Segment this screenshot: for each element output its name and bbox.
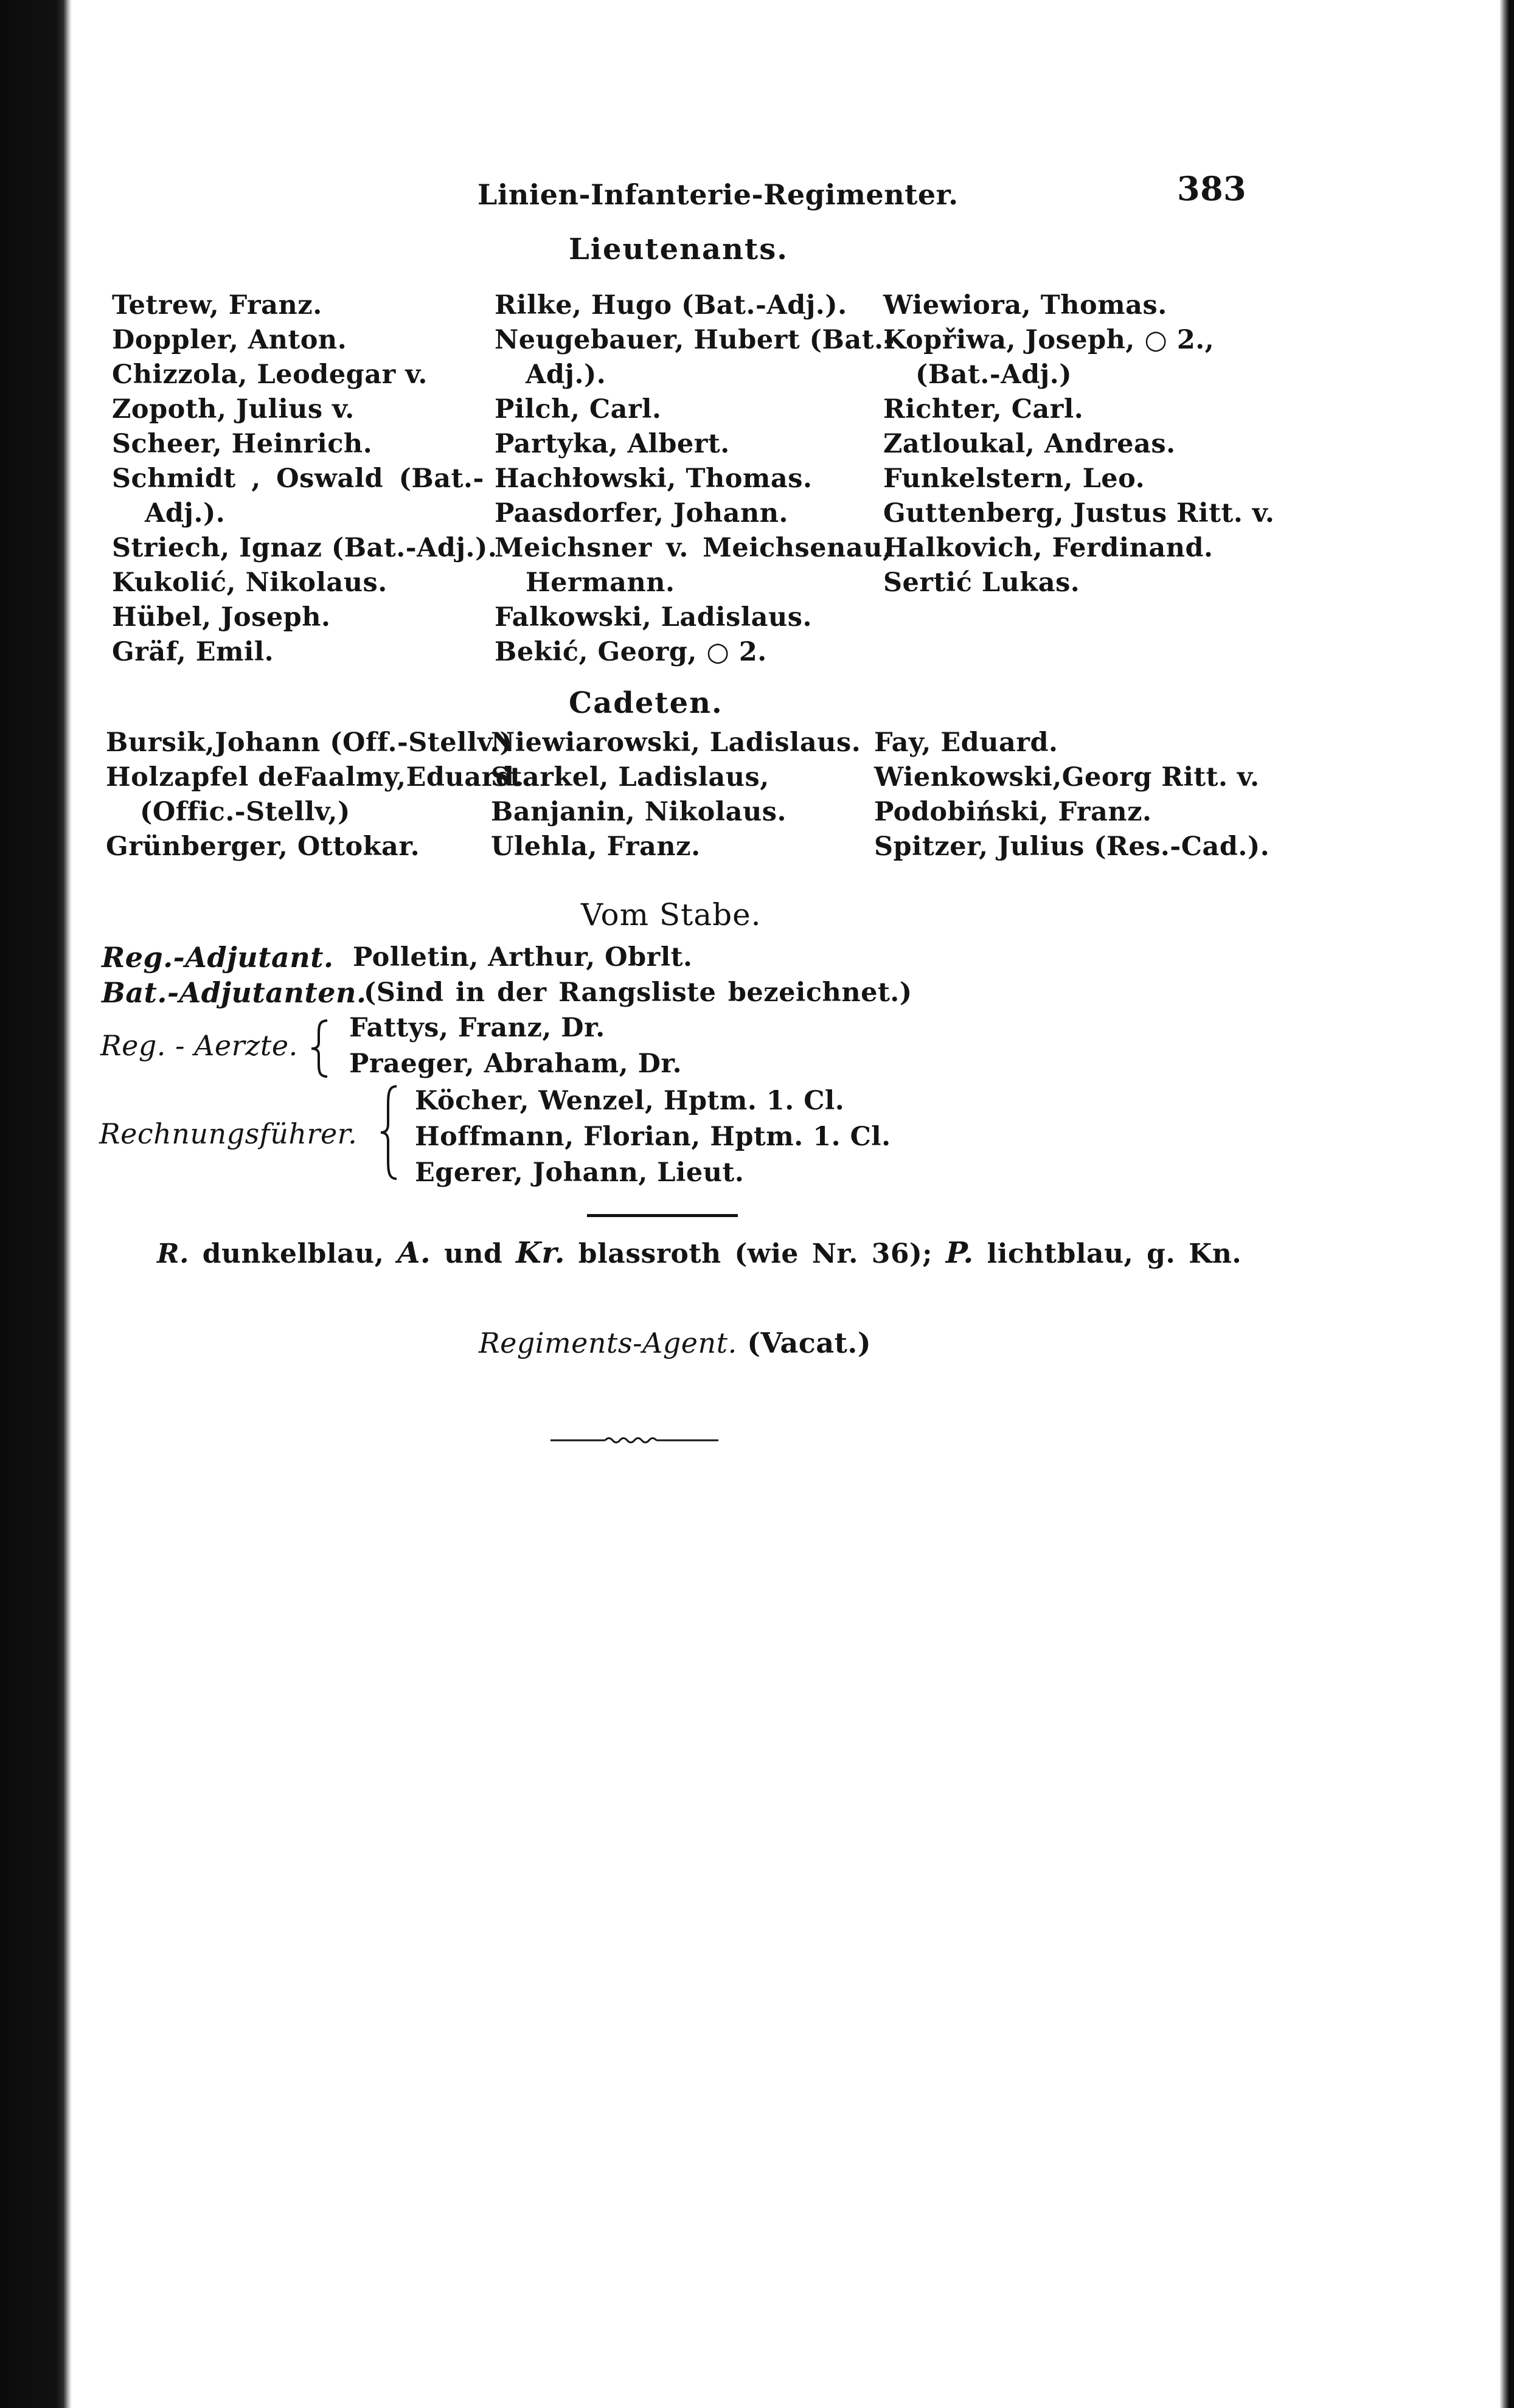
list-item-continuation: Adj.). (526, 359, 606, 390)
list-item: Meichsner v. Meichsenau, (495, 533, 892, 563)
list-item: Kukolić, Nikolaus. (112, 567, 387, 598)
reg-adjutant-value: Polletin, Arthur, Obrlt. (353, 942, 693, 973)
list-item: Podobiński, Franz. (874, 797, 1152, 827)
list-item-continuation: Hermann. (526, 567, 675, 598)
list-item: Hübel, Joseph. (112, 602, 331, 633)
list-item: Sertić Lukas. (883, 567, 1080, 598)
reg-adjutant-label: Reg.-Adjutant. (102, 941, 334, 974)
list-item: Hachłowski, Thomas. (495, 463, 813, 494)
list-item: Falkowski, Ladislaus. (495, 602, 812, 633)
list-item: Spitzer, Julius (Res.-Cad.). (874, 831, 1270, 862)
scan-right-border (1499, 0, 1514, 2408)
uniform-und: und (444, 1238, 503, 1269)
list-item: Pilch, Carl. (495, 394, 662, 425)
list-item: Holzapfel deFaalmy,Eduard. (106, 762, 524, 793)
list-item: Kopřiwa, Joseph, ○ 2., (883, 325, 1215, 355)
list-item: Doppler, Anton. (112, 325, 347, 355)
list-item: Fay, Eduard. (874, 727, 1058, 758)
reg-aerzte-label: Reg. - Aerzte. (100, 1029, 298, 1062)
list-item: Zopoth, Julius v. (112, 394, 355, 425)
list-item: Schmidt , Oswald (Bat.- (112, 463, 484, 494)
agent-value: (Vacat.) (747, 1327, 872, 1359)
list-item: Paasdorfer, Johann. (495, 498, 788, 529)
list-item-continuation: (Offic.-Stellv,) (140, 797, 350, 827)
list-item: Partyka, Albert. (495, 429, 730, 459)
section-heading-cadeten: Cadeten. (569, 686, 723, 720)
brace-left-rechnung (377, 1084, 401, 1181)
uniform-kr-text: blassroth (wie Nr. 36); (578, 1238, 933, 1269)
list-item: Niewiarowski, Ladislaus. (491, 727, 861, 758)
rechnung-entry: Hoffmann, Florian, Hptm. 1. Cl. (415, 1122, 891, 1152)
uniform-kr-abbr: Kr. (516, 1236, 565, 1270)
list-item: Ulehla, Franz. (491, 831, 701, 862)
list-item: Striech, Ignaz (Bat.-Adj.). (112, 533, 498, 563)
list-item: Funkelstern, Leo. (883, 463, 1145, 494)
list-item: Wiewiora, Thomas. (883, 290, 1167, 321)
uniform-a-abbr: A. (397, 1236, 431, 1270)
list-item-continuation: (Bat.-Adj.) (915, 359, 1072, 390)
list-item: Guttenberg, Justus Ritt. v. (883, 498, 1275, 529)
uniform-r-text: dunkelblau, (202, 1238, 384, 1269)
rechnung-entry: Egerer, Johann, Lieut. (415, 1157, 745, 1188)
page-number: 383 (1177, 169, 1247, 208)
list-item-continuation: Adj.). (145, 498, 226, 529)
uniform-r-abbr: R. (157, 1238, 189, 1269)
list-item: Scheer, Heinrich. (112, 429, 373, 459)
uniform-p-abbr: P. (945, 1236, 974, 1270)
end-ornament (549, 1433, 720, 1448)
list-item: Bursik,Johann (Off.-Stellv.) (106, 727, 513, 758)
brace-left-aerzte (308, 1018, 332, 1079)
list-item: Neugebauer, Hubert (Bat.- (495, 325, 895, 355)
agent-line (479, 1326, 871, 1360)
aerzte-entry: Fattys, Franz, Dr. (349, 1013, 605, 1043)
list-item: Chizzola, Leodegar v. (112, 359, 428, 390)
list-item: Gräf, Emil. (112, 637, 274, 667)
list-item: Grünberger, Ottokar. (106, 831, 420, 862)
list-item: Bekić, Georg, ○ 2. (495, 637, 767, 667)
list-item: Wienkowski,Georg Ritt. v. (874, 762, 1260, 793)
aerzte-entry: Praeger, Abraham, Dr. (349, 1049, 682, 1079)
bat-adjutanten-value: (Sind in der Rangsliste bezeichnet.) (364, 977, 912, 1008)
rechnung-entry: Köcher, Wenzel, Hptm. 1. Cl. (415, 1086, 845, 1116)
list-item: Banjanin, Nikolaus. (491, 797, 787, 827)
uniform-p-text: lichtblau, g. Kn. (987, 1238, 1242, 1269)
running-header: Linien-Infanterie-Regimenter. (477, 178, 959, 211)
agent-label: Regiments-Agent. (479, 1327, 737, 1359)
list-item: Zatloukal, Andreas. (883, 429, 1176, 459)
list-item: Rilke, Hugo (Bat.-Adj.). (495, 290, 847, 321)
rechnungsfuehrer-label: Rechnungsführer. (99, 1117, 358, 1150)
list-item: Tetrew, Franz. (112, 290, 322, 321)
list-item: Halkovich, Ferdinand. (883, 533, 1214, 563)
uniform-line (157, 1236, 1241, 1271)
scan-left-border (0, 0, 72, 2408)
section-heading-vom-stabe: Vom Stabe. (581, 897, 762, 932)
list-item: Starkel, Ladislaus, (491, 762, 769, 793)
section-heading-lieutenants: Lieutenants. (569, 232, 788, 266)
bat-adjutanten-label: Bat.-Adjutanten. (102, 976, 367, 1009)
list-item: Richter, Carl. (883, 394, 1084, 425)
divider-rule (587, 1214, 738, 1217)
